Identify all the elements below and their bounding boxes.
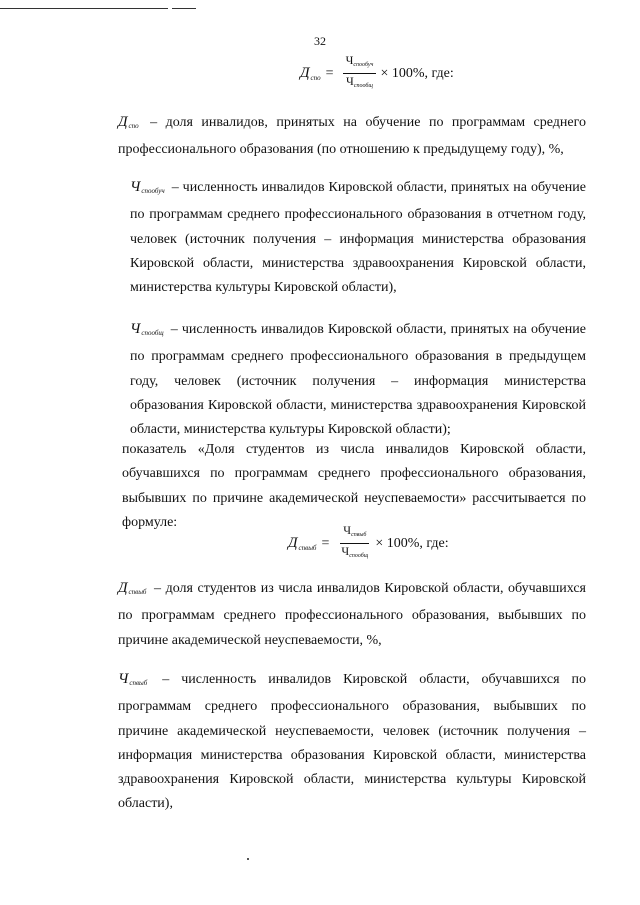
formula-lhs: $Д_{спвыб}$ bbox=[288, 535, 317, 552]
definition-text: – доля инвалидов, принятых на обучение по программам среднего профессионального образования (по отношению к предыдущему году), %, bbox=[118, 115, 586, 158]
scan-line-right bbox=[172, 8, 196, 9]
indicator-text: показатель «Доля студентов из числа инвалидов Кировской области, обучавшихся по программам среднего профессионального образования, выбывших по причине академической неуспеваемости» рассчитывается по формуле: bbox=[122, 442, 586, 530]
scan-line-left bbox=[0, 8, 168, 9]
indicator-paragraph bbox=[122, 438, 586, 535]
formula-tail: × 100%, где: bbox=[375, 535, 449, 551]
equals-sign: = bbox=[321, 535, 330, 551]
formula-dspo bbox=[300, 54, 454, 93]
fraction-numerator: Чспвыб bbox=[340, 524, 369, 544]
scan-speck bbox=[247, 858, 249, 860]
definition-text: – численность инвалидов Кировской области, принятых на обучение по программам среднего профессионального образования в отчетном году, человек (источник получения – информация министерства образования Кировской области, министерства здравоохранения Кировской области, министерства культуры Кировской области), bbox=[130, 180, 587, 296]
definition-text: – численность инвалидов Кировской области, обучавшихся по программам среднего профессионального образования, выбывших по причине академической неуспеваемости, человек (источник получения – информация министерства образования Кировской области, министерства здравоохранения Кировской области, министерства культуры Кировской области), bbox=[118, 672, 586, 812]
fraction-numerator: Чспообуч bbox=[343, 54, 377, 74]
definition-chspoobuch: Чспообуч – численность инвалидов Кировской области, принятых на обучение по программам среднего профессионального образования в отчетном году, человек (источник получения – информация министерства образования Кировской области, министерства здравоохранения Кировской области, министерства культуры Кировской области), bbox=[130, 179, 587, 296]
formula-lhs: $Д_{спо}$ bbox=[300, 65, 321, 82]
formula-dspvyb bbox=[288, 524, 449, 563]
formula-tail: × 100%, где: bbox=[380, 65, 454, 81]
formula-fraction bbox=[338, 524, 371, 563]
definition-dspvyb: Дспвыб – доля студентов из числа инвалидов Кировской области, обучавшихся по программам среднего профессионального образования, выбывших по причине академической неуспеваемости, %, bbox=[118, 580, 586, 648]
fraction-denominator: Чспообщ bbox=[346, 74, 373, 89]
definition-chspoobshch: Чспообщ – численность инвалидов Кировской области, принятых на обучение по программам среднего профессионального образования в предыдущем году, человек (источник получения – информация министерства образования Кировской области, министерства здравоохранения Кировской области, министерства культуры Кировской области); bbox=[130, 321, 586, 438]
fraction-denominator: Чспообщ bbox=[341, 544, 369, 559]
formula-fraction bbox=[343, 54, 377, 93]
definition-dspo: Дспо – доля инвалидов, принятых на обучение по программам среднего профессионального образования (по отношению к предыдущему году), %, bbox=[118, 114, 586, 158]
definition-text: – численность инвалидов Кировской области, принятых на обучение по программам среднего профессионального образования в предыдущем году, человек (источник получения – информация министерства образования Кировской области, министерства здравоохранения Кировской области, министерства культуры Кировской области); bbox=[130, 322, 586, 438]
equals-sign: = bbox=[325, 65, 334, 81]
definition-chspvyb: Чспвыб – численность инвалидов Кировской области, обучавшихся по программам среднего профессионального образования, выбывших по причине академической неуспеваемости, человек (источник получения – информация министерства образования Кировской области, министерства здравоохранения Кировской области, министерства культуры Кировской области), bbox=[118, 671, 586, 812]
definition-text: – доля студентов из числа инвалидов Кировской области, обучавшихся по программам среднего профессионального образования, выбывших по причине академической неуспеваемости, %, bbox=[118, 581, 586, 648]
page-number: 32 bbox=[314, 34, 326, 48]
